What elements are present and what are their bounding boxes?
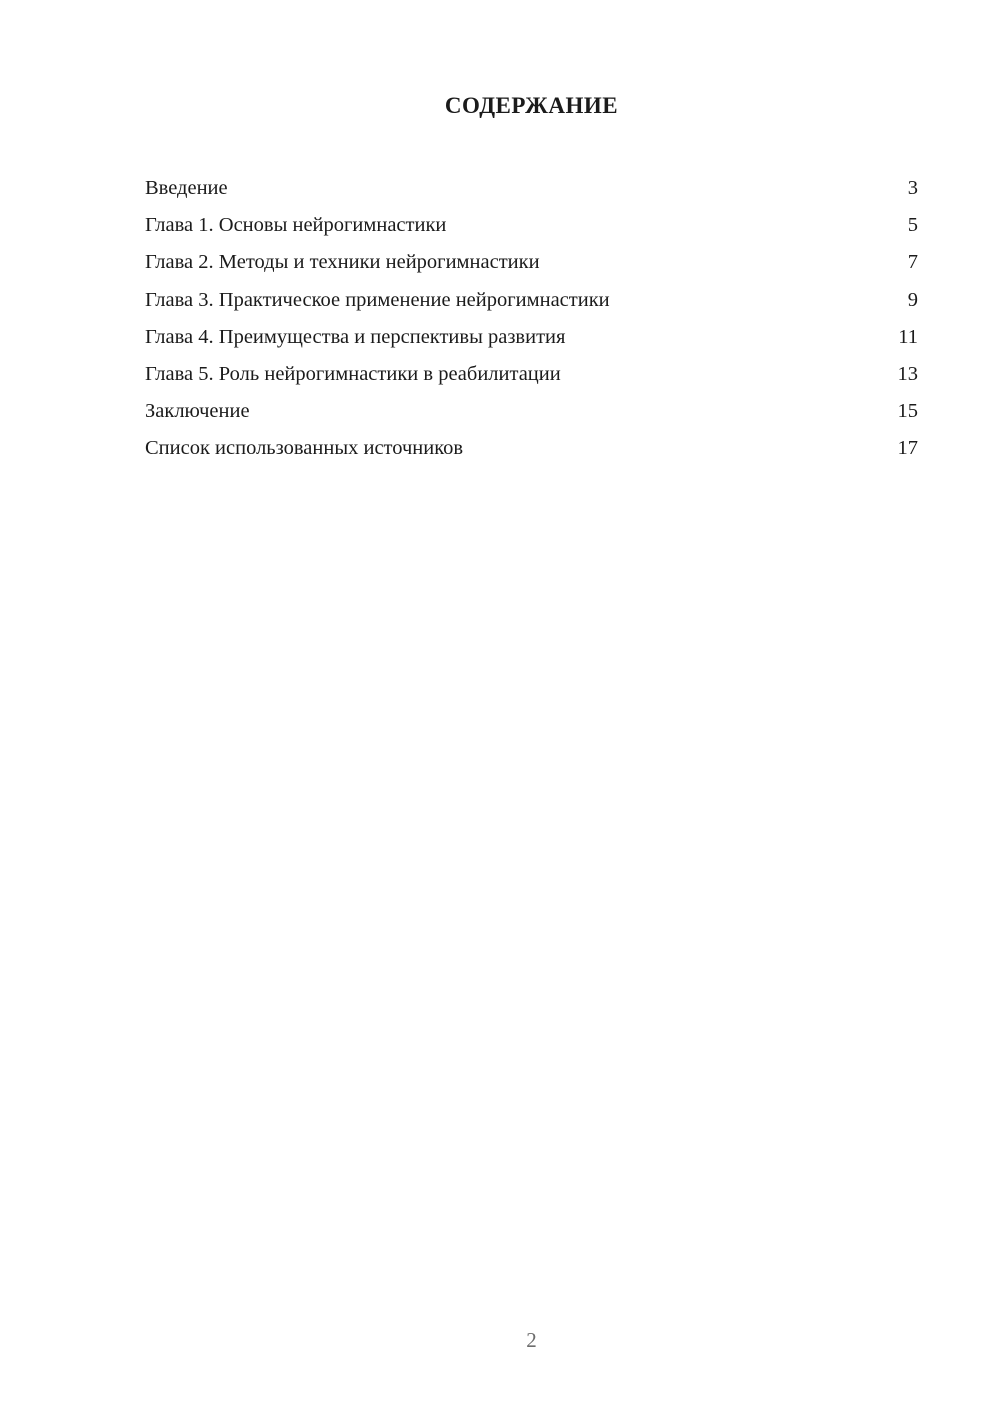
toc-entry-label: Глава 2. Методы и техники нейрогимнастики	[145, 251, 540, 274]
toc-entry	[145, 244, 918, 281]
toc-entry-label: Глава 5. Роль нейрогимнастики в реабилитации	[145, 362, 561, 385]
toc-entry	[145, 282, 918, 319]
toc-entry	[145, 430, 918, 467]
toc-entry	[145, 393, 918, 430]
toc-entry-page-number: 3	[907, 177, 918, 199]
toc-entry-page-number: 13	[897, 362, 918, 385]
toc-entry-label: Введение	[145, 177, 228, 199]
toc-entry-page-number: 9	[907, 288, 918, 311]
toc-entry-label: Глава 3. Практическое применение нейрогимнастики	[145, 288, 610, 311]
page-title: СОДЕРЖАНИЕ	[444, 93, 619, 118]
toc-entry-label: Глава 1. Основы нейрогимнастики	[145, 214, 447, 237]
toc-entry	[145, 356, 918, 393]
toc-entry-page-number: 17	[897, 437, 918, 460]
table-of-contents	[145, 170, 918, 468]
toc-entry-label: Заключение	[145, 400, 250, 423]
toc-entry-label: Глава 4. Преимущества и перспективы развития	[145, 325, 566, 348]
page-number: 2	[526, 1328, 537, 1352]
toc-entry-page-number: 11	[898, 325, 918, 348]
toc-entry	[145, 319, 918, 356]
toc-entry-label: Список использованных источников	[145, 437, 464, 460]
toc-entry-page-number: 7	[907, 251, 918, 274]
toc-entry-page-number: 5	[907, 214, 918, 237]
toc-entry	[145, 170, 918, 207]
toc-entry	[145, 207, 918, 244]
toc-entry-page-number: 15	[897, 400, 918, 423]
